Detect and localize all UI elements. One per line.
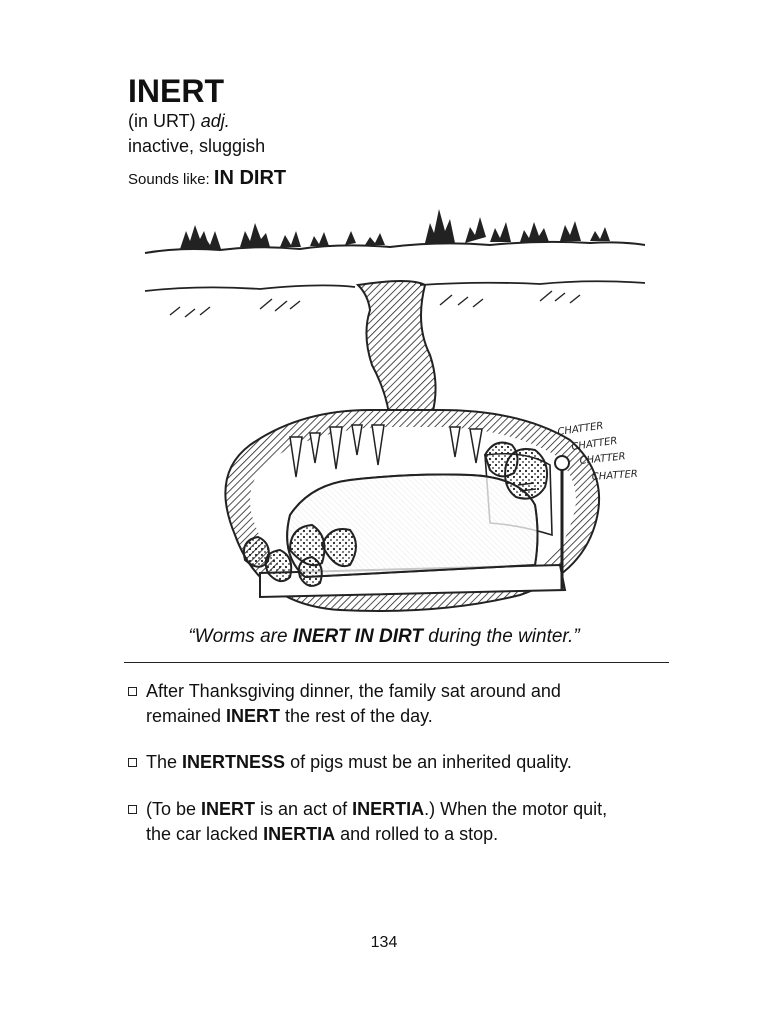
chatter-label: CHATTER	[591, 468, 639, 483]
caption-open: “Worms are	[188, 626, 293, 647]
example-text: is an act of	[255, 799, 353, 819]
treeline	[180, 209, 610, 249]
checkbox-icon	[128, 687, 137, 696]
example-bold-term: INERT	[226, 706, 281, 726]
chatter-label: CHATTER	[579, 451, 627, 467]
example-text: remained	[146, 706, 227, 726]
pronunciation: (in URT)	[128, 111, 196, 131]
part-of-speech: adj.	[200, 111, 230, 131]
checkbox-icon	[128, 758, 137, 767]
chatter-label: CHATTER	[556, 420, 605, 438]
example-text: the rest of the day.	[280, 706, 433, 726]
example-text: (To be	[146, 799, 202, 819]
sounds-like-label: Sounds like:	[128, 171, 210, 188]
example-text: After Thanksgiving dinner, the family sat around and	[146, 681, 561, 701]
worms-in-dirt-illustration	[140, 205, 650, 620]
example-bold-term: INERTIA	[352, 799, 425, 819]
pronunciation-line	[128, 110, 230, 132]
example-bold-term: INERTNESS	[182, 752, 286, 772]
illustration-caption	[0, 625, 768, 649]
chatter-label: CHATTER	[570, 435, 619, 453]
caption-bold: INERT IN DIRT	[292, 626, 424, 647]
headword: INERT	[128, 73, 224, 109]
example-sentence	[128, 750, 688, 775]
example-bold-term: INERT	[201, 799, 256, 819]
divider-rule	[124, 662, 669, 663]
checkbox-icon	[128, 805, 137, 814]
definition: inactive, sluggish	[128, 136, 266, 156]
example-text: .) When the motor quit,	[424, 799, 608, 819]
sounds-like-line	[128, 166, 286, 192]
example-sentence	[128, 679, 688, 729]
example-text: and rolled to a stop.	[335, 824, 499, 844]
example-sentence	[128, 797, 688, 847]
example-bold-term: INERTIA	[263, 824, 336, 844]
example-text: of pigs must be an inherited quality.	[285, 752, 572, 772]
sounds-like-phrase: IN DIRT	[213, 167, 287, 189]
example-text: The	[146, 752, 183, 772]
caption-close: during the winter.”	[423, 626, 580, 647]
example-text: the car lacked	[146, 824, 264, 844]
page-number: 134	[370, 934, 398, 951]
